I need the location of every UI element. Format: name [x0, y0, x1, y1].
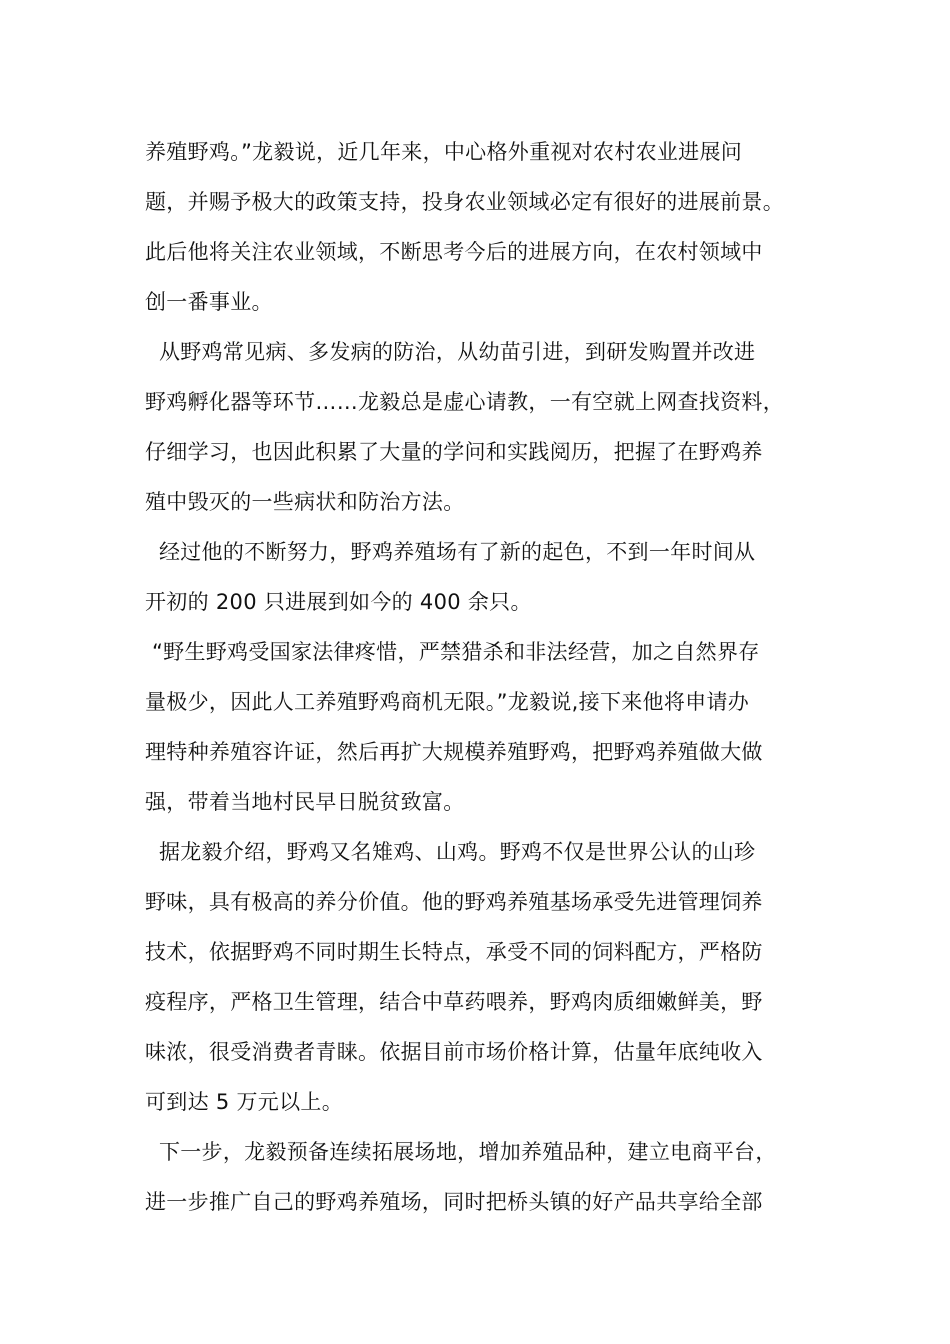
text-line: 理特种养殖容许证，然后再扩大规模养殖野鸡，把野鸡养殖做大做	[145, 740, 763, 764]
text-line: 味浓，很受消费者青睐。依据目前市场价格计算，估量年底纯收入	[145, 1040, 763, 1064]
text-line: 仔细学习，也因此积累了大量的学问和实践阅历，把握了在野鸡养	[145, 440, 763, 464]
text-line: 题，并赐予极大的政策支持，投身农业领域必定有很好的进展前景。	[145, 190, 784, 214]
text-line: 创一番事业。	[145, 290, 273, 314]
text-line: 量极少，因此人工养殖野鸡商机无限。”龙毅说,接下来他将申请办	[145, 690, 750, 714]
text-line: 进一步推广自己的野鸡养殖场，同时把桥头镇的好产品共享给全部	[145, 1190, 763, 1214]
text-line: 经过他的不断努力，野鸡养殖场有了新的起色，不到一年时间从	[145, 540, 756, 564]
paragraph-3	[145, 527, 825, 627]
text-line: 殖中毁灭的一些病状和防治方法。	[145, 490, 465, 514]
paragraph-6	[145, 1127, 825, 1227]
paragraph-5	[145, 827, 825, 1127]
text-line: 野鸡孵化器等环节……龙毅总是虚心请教，一有空就上网查找资料，	[145, 390, 784, 414]
text-line: 此后他将关注农业领域，不断思考今后的进展方向，在农村领域中	[145, 240, 763, 264]
text-line: 下一步，龙毅预备连续拓展场地，增加养殖品种，建立电商平台，	[145, 1140, 777, 1164]
text-line: 强，带着当地村民早日脱贫致富。	[145, 790, 465, 814]
document-body	[145, 127, 825, 1227]
text-line: “野生野鸡受国家法律疼惜，严禁猎杀和非法经营，加之自然界存	[145, 640, 760, 664]
text-line: 据龙毅介绍，野鸡又名雉鸡、山鸡。野鸡不仅是世界公认的山珍	[145, 840, 756, 864]
text-line: 疫程序，严格卫生管理，结合中草药喂养，野鸡肉质细嫩鲜美，野	[145, 990, 763, 1014]
text-line: 养殖野鸡。”龙毅说，近几年来，中心格外重视对农村农业进展问	[145, 140, 743, 164]
paragraph-4	[145, 627, 825, 827]
paragraph-1	[145, 127, 825, 327]
text-line: 开初的 200 只进展到如今的 400 余只。	[145, 590, 532, 614]
text-line: 技术，依据野鸡不同时期生长特点，承受不同的饲料配方，严格防	[145, 940, 763, 964]
text-line: 从野鸡常见病、多发病的防治，从幼苗引进，到研发购置并改进	[145, 340, 756, 364]
paragraph-2	[145, 327, 825, 527]
text-line: 野味，具有极高的养分价值。他的野鸡养殖基场承受先进管理饲养	[145, 890, 763, 914]
text-line: 可到达 5 万元以上。	[145, 1090, 344, 1114]
